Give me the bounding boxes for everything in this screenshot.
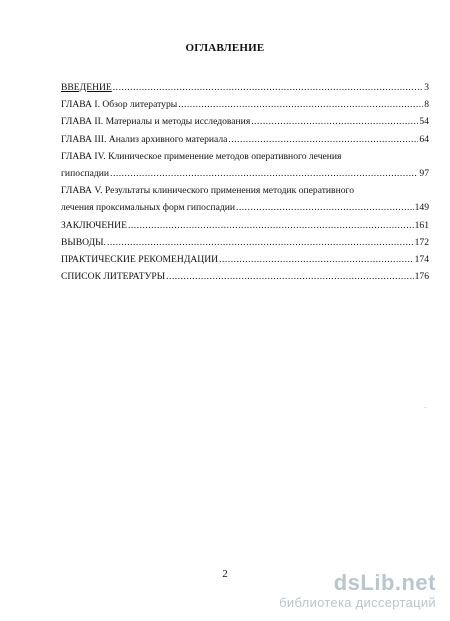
- toc-entry-recommendations[interactable]: [61, 251, 429, 268]
- toc-entry-chapter-5[interactable]: [61, 182, 429, 216]
- watermark-logo: dsLib.net: [333, 570, 436, 595]
- page-number: 2: [222, 568, 228, 580]
- toc-entry-introduction[interactable]: [61, 79, 429, 96]
- toc-leader-dots: [107, 234, 414, 251]
- toc-entry-title: ГЛАВА III. Анализ архивного материала: [61, 133, 228, 145]
- toc-leader-dots: [236, 199, 414, 216]
- toc-entry-chapter-3[interactable]: [61, 131, 429, 148]
- toc-entry-references[interactable]: [61, 268, 429, 285]
- toc-page-number: 149: [414, 202, 429, 214]
- toc-entry-title-line-2: лечения проксимальных форм гипоспадии: [61, 202, 235, 214]
- toc-page-number: 161: [414, 219, 429, 231]
- toc-page-number: 176: [414, 271, 429, 283]
- toc-entry-chapter-4[interactable]: [61, 148, 429, 182]
- watermark: [279, 571, 436, 611]
- toc-entry-title: ГЛАВА I. Обзор литературы: [61, 99, 178, 111]
- toc-page-number: 64: [419, 133, 429, 145]
- toc-entry-findings[interactable]: [61, 234, 429, 251]
- toc-leader-dots: [219, 251, 414, 268]
- table-of-contents: [61, 79, 429, 285]
- toc-entry-title: ЗАКЛЮЧЕНИЕ: [61, 219, 127, 231]
- toc-entry-title: ГЛАВА II. Материалы и методы исследования: [61, 116, 251, 128]
- toc-page-number: 54: [419, 116, 429, 128]
- toc-entry-conclusion[interactable]: [61, 217, 429, 234]
- toc-leader-dots: [178, 96, 423, 113]
- toc-page-number: 174: [414, 254, 429, 266]
- toc-page-number: 172: [414, 236, 429, 248]
- toc-leader-dots: [251, 113, 418, 130]
- toc-page-number: 3: [424, 82, 429, 93]
- toc-entry-chapter-2[interactable]: [61, 113, 429, 130]
- toc-leader-dots: [166, 268, 414, 285]
- toc-leader-dots: [113, 79, 423, 96]
- toc-entry-title: СПИСОК ЛИТЕРАТУРЫ: [61, 271, 166, 283]
- toc-entry-chapter-1[interactable]: [61, 96, 429, 113]
- toc-page-number: 97: [419, 168, 429, 180]
- scan-mark: ..: [424, 404, 427, 410]
- toc-entry-title-line-1: ГЛАВА IV. Клиническое применение методов оперативного лечения: [61, 150, 342, 162]
- page-title: ОГЛАВЛЕНИЕ: [185, 42, 265, 54]
- toc-leader-dots: [228, 131, 418, 148]
- watermark-subtitle: библиотека диссертаций: [279, 595, 436, 610]
- toc-leader-dots: [110, 165, 418, 182]
- toc-leader-dots: [128, 217, 414, 234]
- toc-entry-title-line-2: гипоспадии: [61, 168, 110, 180]
- toc-entry-title-line-1: ГЛАВА V. Результаты клинического применения методик оперативного: [61, 185, 354, 197]
- toc-entry-title: ВВЕДЕНИЕ: [61, 82, 112, 93]
- toc-page-number: 8: [424, 99, 429, 111]
- toc-entry-title: ВЫВОДЫ.: [61, 236, 106, 248]
- toc-entry-title: ПРАКТИЧЕСКИЕ РЕКОМЕНДАЦИИ: [61, 254, 219, 266]
